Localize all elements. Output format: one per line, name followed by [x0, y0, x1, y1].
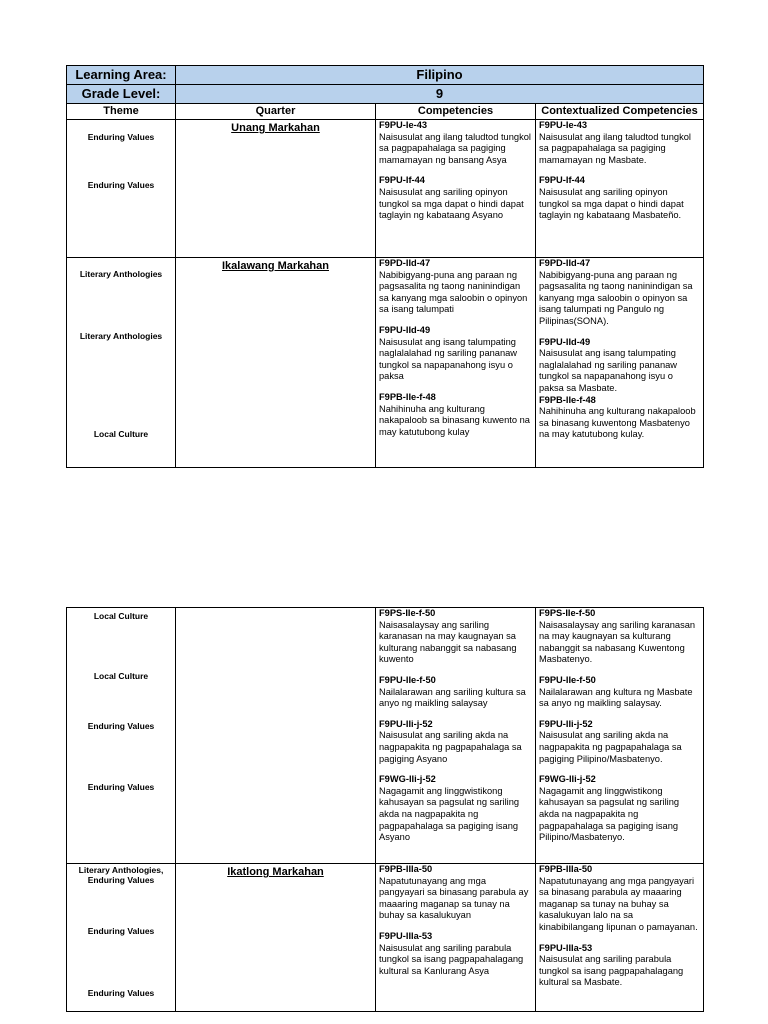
table-row [67, 120, 704, 258]
competency-code: F9PD-IId-47 [539, 258, 591, 268]
competency-text: Naisusulat ang sariling opinyon tungkol sa mga dapat o hindi dapat taglayin ng kabataang Masbateño. [539, 186, 684, 221]
theme-cell [67, 120, 176, 258]
contextualized-item [539, 395, 700, 441]
contextualized-item [539, 719, 700, 765]
learning-area-label: Learning Area: [67, 66, 176, 85]
competency-code: F9PS-IIe-f-50 [379, 608, 436, 618]
competency-item [379, 258, 532, 316]
competency-code: F9PS-IIe-f-50 [539, 608, 596, 618]
quarter-cell [176, 120, 376, 258]
competency-text: Naisusulat ang sariling parabula tungkol sa isang pagpapahalagang kultural sa Masbate. [539, 954, 684, 988]
contextualized-cell [536, 258, 704, 468]
grade-level-value: 9 [176, 85, 704, 104]
competency-text: Nabibigyang-puna ang paraan ng pagsasalita ng taong naninindigan sa kanyang mga saloobin o opinyon sa isang talumpati [379, 269, 528, 315]
competency-code: F9PB-IIIa-50 [539, 864, 593, 874]
contextualized-cell [536, 120, 704, 258]
grade-level-label: Grade Level: [67, 85, 176, 104]
competency-text: Naisusulat ang sariling akda na nagpapakita ng pagpapahalaga sa pagiging Asyano [379, 730, 522, 764]
competency-code: F9PU-IIi-j-52 [539, 718, 593, 729]
quarter-cell [176, 608, 376, 864]
competency-item [379, 675, 532, 710]
competency-code: F9PU-IId-49 [379, 324, 431, 335]
competency-code: F9PB-IIe-f-48 [379, 391, 436, 402]
competency-text: Nagagamit ang linggwistikong kahusayan sa pagsulat ng sariling akda na nagpapakita ng pagpapahalaga sa pagiging isang Pilipino/Masbatenyo. [539, 785, 680, 843]
theme-label: Enduring Values [87, 926, 155, 936]
competency-cell [376, 258, 536, 468]
competency-cell [376, 864, 536, 1012]
competency-text: Napatutunayang ang mga pangyayari sa binasang parabula ay maaaring maganap sa tunay na buhay sa kasalukuyan lalo na sa kinabibilangang lipunan o pamayanan. [539, 875, 698, 932]
table-row [67, 608, 704, 864]
competency-code: F9PU-IIIa-53 [379, 930, 433, 941]
theme-label: Local Culture [93, 671, 149, 681]
competency-text: Nabibigyang-puna ang paraan ng pagsasalita ng taong naninindigan sa kanyang mga saloobin o opinyon sa isang talumpati ng Pangulo ng Pilipinas(SONA). [539, 269, 693, 326]
competency-text: Naisasalaysay ang sariling karanasan na may kaugnayan sa kulturang nabanggit sa nabasang kuwento [379, 619, 517, 665]
contextualized-item [539, 943, 700, 989]
competency-text: Nailalarawan ang kultura ng Masbate sa anyo ng maikling salaysay. [539, 686, 693, 709]
theme-cell [67, 258, 176, 468]
competency-item [379, 608, 532, 666]
table-row [67, 258, 704, 468]
competency-item [379, 774, 532, 844]
competency-text: Naisasalaysay ang sariling karanasan na may kaugnayan sa kulturang nabanggit sa nabasang Kuwentong Masbatenyo. [539, 619, 696, 665]
column-header-competencies: Competencies [376, 104, 536, 120]
curriculum-table-bottom [66, 607, 703, 1012]
theme-label: Literary Anthologies, Enduring Values [78, 865, 164, 885]
table-row [67, 864, 704, 1012]
competency-text: Naisusulat ang sariling akda na nagpapakita ng pagpapahalaga sa pagiging Pilipino/Masbatenyo. [539, 730, 682, 764]
quarter-label: Ikalawang Markahan [222, 260, 329, 272]
contextualized-item [539, 608, 700, 666]
theme-label: Literary Anthologies [79, 331, 163, 341]
competency-item [379, 120, 532, 166]
contextualized-item [539, 175, 700, 221]
learning-area-value: Filipino [176, 66, 704, 85]
quarter-cell [176, 864, 376, 1012]
competency-code: F9PB-IIIa-50 [379, 864, 433, 874]
competency-cell [376, 608, 536, 864]
competency-code: F9PU-If-44 [539, 175, 585, 186]
competency-text: Naisusulat ang sariling parabula tungkol sa isang pagpapahalagang kultural sa Kanlurang Asya [379, 942, 524, 976]
competency-text: Naisusulat ang sariling opinyon tungkol sa mga dapat o hindi dapat taglayin ng kabataang Asyano [379, 186, 524, 221]
contextualized-item [539, 258, 700, 328]
competency-code: F9WG-IIi-j-52 [539, 774, 596, 785]
competency-code: F9PB-IIe-f-48 [539, 394, 596, 405]
competency-code: F9WG-IIi-j-52 [379, 774, 436, 785]
theme-label: Enduring Values [87, 132, 155, 142]
competency-item [379, 325, 532, 383]
competency-item [379, 175, 532, 221]
competency-text: Naisusulat ang ilang taludtod tungkol sa pagpapahalaga sa pagiging mamamayan ng bansang Asya [379, 131, 531, 165]
competency-text: Nagagamit ang linggwistikong kahusayan sa pagsulat ng sariling akda na nagpapakita ng pagpapahalaga sa pagiging isang Asyano [379, 785, 520, 843]
competency-code: F9PU-IIi-j-52 [379, 718, 433, 729]
competency-code: F9PU-Ie-43 [539, 120, 588, 130]
contextualized-cell [536, 608, 704, 864]
quarter-label: Ikatlong Markahan [227, 866, 324, 878]
competency-code: F9PU-IIe-f-50 [379, 674, 436, 685]
competency-cell [376, 120, 536, 258]
competency-text: Napatutunayang ang mga pangyayari sa binasang parabula ay maaaring maganap sa tunay na buhay sa kasalukuyan [379, 875, 529, 921]
theme-cell [67, 608, 176, 864]
theme-label: Literary Anthologies [79, 269, 163, 279]
contextualized-item [539, 675, 700, 710]
competency-code: F9PU-IIe-f-50 [539, 674, 596, 685]
theme-label: Local Culture [93, 429, 149, 439]
contextualized-item [539, 120, 700, 166]
competency-item [379, 719, 532, 765]
competency-code: F9PU-IId-49 [539, 336, 591, 347]
column-header-theme: Theme [67, 104, 176, 120]
contextualized-item [539, 337, 700, 395]
theme-label: Enduring Values [87, 721, 155, 731]
competency-code: F9PU-IIIa-53 [539, 942, 593, 953]
theme-cell [67, 864, 176, 1012]
theme-label: Enduring Values [87, 782, 155, 792]
theme-label: Local Culture [93, 611, 149, 621]
curriculum-table-top [66, 65, 703, 468]
contextualized-item [539, 774, 700, 844]
competency-text: Nahihinuha ang kulturang nakapaloob sa binasang kuwento na may katutubong kulay [379, 403, 530, 437]
competency-text: Nailalarawan ang sariling kultura sa anyo ng maikling salaysay [379, 686, 526, 709]
competency-item [379, 931, 532, 977]
competency-text: Naisusulat ang isang talumpating naglalalahad ng sariling pananaw tungkol sa napapanahong isyu o paksa [379, 336, 518, 382]
quarter-cell [176, 258, 376, 468]
competency-item [379, 392, 532, 438]
competency-code: F9PU-If-44 [379, 175, 425, 186]
competency-text: Naisusulat ang ilang taludtod tungkol sa pagpapahalaga sa pagiging mamamayan ng Masbate. [539, 131, 691, 165]
competency-item [379, 864, 532, 922]
contextualized-item [539, 864, 700, 934]
quarter-label: Unang Markahan [231, 122, 320, 134]
column-header-contextualized: Contextualized Competencies [536, 104, 704, 120]
column-header-quarter: Quarter [176, 104, 376, 120]
competency-text: Nahihinuha ang kulturang nakapaloob sa binasang kuwentong Masbatenyo na may katutubong kulay. [539, 406, 696, 440]
competency-text: Naisusulat ang isang talumpating naglalalahad ng sariling pananaw tungkol sa napapanahong isyu o paksa sa Masbate. [539, 348, 678, 393]
theme-label: Enduring Values [87, 180, 155, 190]
competency-code: F9PD-IId-47 [379, 258, 431, 268]
contextualized-cell [536, 864, 704, 1012]
competency-code: F9PU-Ie-43 [379, 120, 428, 130]
theme-label: Enduring Values [87, 988, 155, 998]
